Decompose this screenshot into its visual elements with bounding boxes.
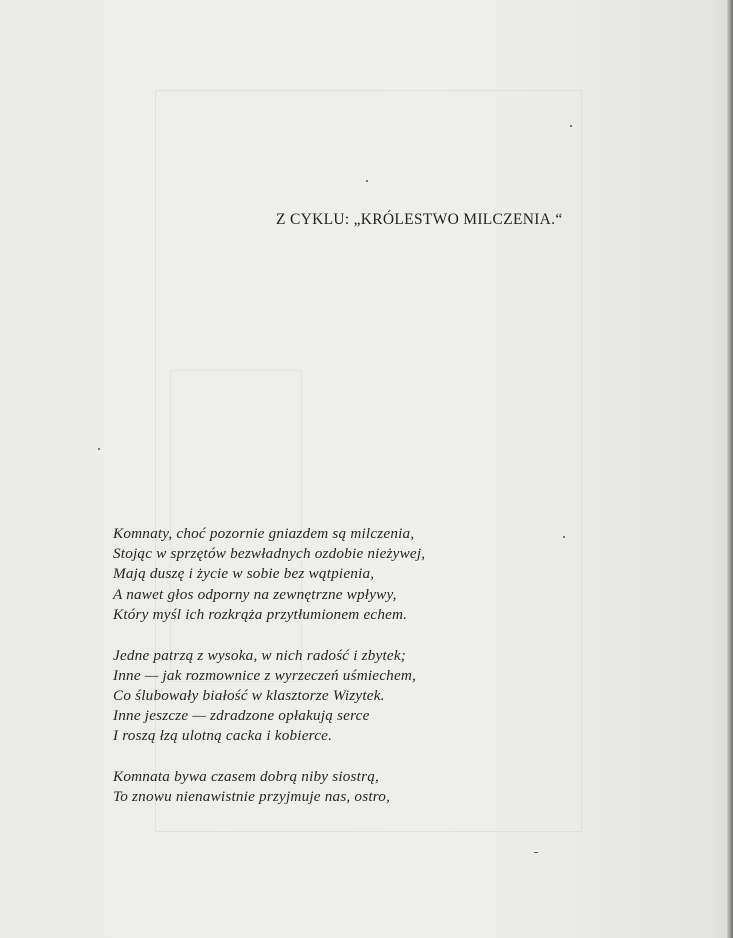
paper-speck (98, 448, 100, 450)
poem-line: Komnaty, choć pozornie gniazdem są milczenia, (113, 525, 415, 542)
poem-line: Komnata bywa czasem dobrą niby siostrą, (113, 768, 379, 786)
poem-line: Jedne patrzą z wysoka, w nich radość i zbytek; (113, 646, 407, 664)
paper-speck (366, 180, 368, 182)
paper-speck (534, 852, 538, 853)
poem-line: A nawet głos odporny na zewnętrzne wpływy, (113, 585, 397, 603)
stanza-2 (113, 646, 533, 747)
poem (113, 524, 533, 828)
page-edge-shadow (727, 0, 733, 938)
paper-speck (570, 125, 572, 127)
stanza-1 (113, 524, 533, 625)
poem-line: Mają duszę i życie w sobie bez wątpienia, (113, 565, 375, 583)
paper-speck (563, 536, 565, 538)
poem-line: Inne jeszcze — zdradzone opłakują serce (113, 707, 370, 725)
poem-line: Który myśl ich rozkrąża przytłumionem echem. (113, 605, 408, 623)
poem-line: Co ślubowały białość w klasztorze Wizytek. (113, 686, 385, 704)
poem-line: To znowu nienawistnie przyjmuje nas, ostro, (113, 788, 391, 806)
poem-line: Stojąc w sprzętów bezwładnych ozdobie nieżywej, (113, 545, 426, 563)
poem-line: Inne — jak rozmownice z wyrzeczeń uśmiechem, (113, 666, 417, 684)
stanza-3 (113, 767, 533, 807)
poem-line: I roszą łzą ulotną cacka i kobierce. (113, 727, 333, 745)
cycle-heading: Z CYKLU: „KRÓLESTWO MILCZENIA.“ (276, 211, 563, 228)
